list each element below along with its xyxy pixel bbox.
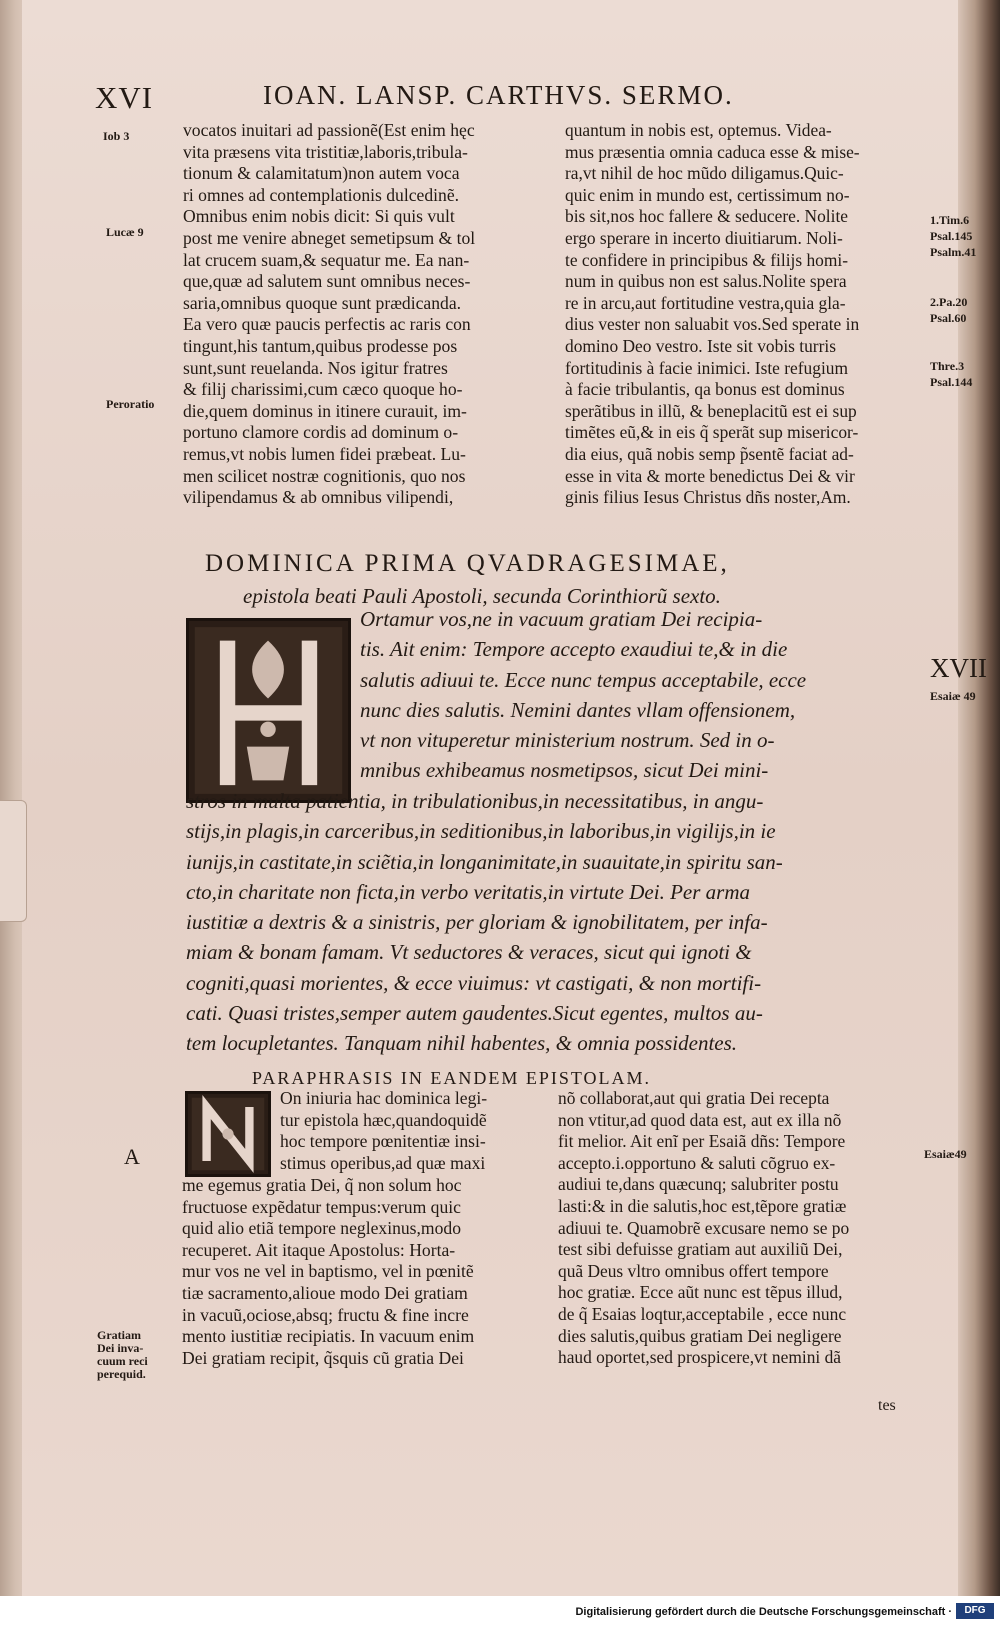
text-line: Ea vero quæ paucis perfectis ac raris con: [183, 314, 471, 335]
folio-number: XVII: [930, 653, 987, 683]
text-line: esse in vita & morte benedictus Dei & vir: [565, 465, 855, 486]
initial-n-ornament: [188, 1094, 268, 1174]
text-line: mnibus exhibeamus nosmetipsos, sicut Dei mini-: [360, 758, 769, 783]
text-line: tis. Ait enim: Tempore accepto exaudiui te,& in die: [360, 637, 788, 662]
dfg-logo: DFG: [956, 1603, 994, 1619]
text-line: vt non vituperetur ministerium nostrum. Sed in o-: [360, 728, 775, 753]
text-line: tingunt,his tantum,quibus prodesse pos: [183, 335, 458, 356]
digitization-footer: [0, 1596, 1000, 1626]
margin-note: Psal.144: [930, 375, 973, 389]
text-line: quic enim in mundo est, certissimum no-: [565, 184, 850, 205]
text-line: tionum & calamitatum)non autem voca: [183, 163, 460, 184]
running-title: IOAN. LANSP. CARTHVS. SERMO.: [263, 80, 734, 110]
text-line: salutis adiuui te. Ecce nunc tempus acceptabile, ecce: [360, 667, 807, 692]
paraphrase-title: PARAPHRASIS IN EANDEM EPISTOLAM.: [252, 1068, 652, 1088]
binding-shadow: [0, 0, 22, 1596]
bookmark-tab: [0, 800, 27, 922]
text-line: vilipendamus & ab omnibus vilipendi,: [183, 487, 454, 508]
text-line: timẽtes eũ,& in eis q̃ sperãt sup misericor-: [565, 422, 859, 443]
text-line: tur epistola hæc,quandoquidẽ: [280, 1109, 487, 1130]
margin-note: Iob 3: [103, 129, 130, 143]
epistle-indented: [360, 604, 806, 786]
catchword: tes: [878, 1397, 896, 1414]
text-line: nunc dies salutis. Nemini dantes vllam offensionem,: [360, 697, 796, 722]
margin-note: perequid.: [97, 1367, 146, 1381]
text-line: cati. Quasi tristes,semper autem gaudentes.Sicut egentes, multos au-: [186, 1001, 763, 1026]
text-line: tiæ sacramento,alioue modo Dei gratiam: [182, 1282, 468, 1303]
text-line: ra,vt nihil de hoc mũdo diligamus.Quic-: [565, 163, 844, 184]
margin-note: Psal.145: [930, 229, 973, 243]
margin-note: 2.Pa.20: [930, 295, 968, 309]
text-line: die,quem dominus in itinere curauit, im-: [183, 400, 467, 421]
margin-note: Psalm.41: [930, 245, 977, 259]
text-line: mur vos ne vel in baptismo, vel in pœnitẽ: [182, 1261, 474, 1282]
margin-note: Psal.60: [930, 311, 967, 325]
section-title: DOMINICA PRIMA QVADRAGESIMAE,: [205, 550, 730, 577]
paraphrase-left-indented: [280, 1088, 487, 1174]
epistle-body: [186, 786, 783, 1059]
initial-h-ornament: [189, 621, 348, 800]
text-line: lasti:& in die salutis,hoc est,tẽpore gratiæ: [558, 1195, 847, 1216]
text-line: mento iustitiæ recipiatis. In vacuum enim: [182, 1326, 475, 1347]
margin-note: Peroratio: [106, 397, 155, 411]
text-line: adiuui te. Quamobrẽ excusare nemo se po: [558, 1217, 850, 1238]
text-line: bis sit,nos hoc fallere & seducere. Nolite: [565, 206, 848, 227]
text-line: iustitiæ a dextris & a sinistris, per gloriam & ignobilitatem, per infa-: [186, 910, 768, 935]
text-line: dius vester non saluabit vos.Sed sperate in: [565, 314, 860, 335]
section-subtitle: epistola beati Pauli Apostoli, secunda Corinthiorũ sexto.: [243, 584, 721, 608]
text-line: dies salutis,quibus gratiam Dei negligere: [558, 1325, 842, 1346]
text-line: nõ collaborat,aut qui gratia Dei recepta: [558, 1088, 830, 1108]
text-line: haud oportet,sed prospicere,vt nemini dã: [558, 1347, 841, 1368]
text-line: à facie tribulantis, qa bonus est dominus: [565, 379, 845, 400]
text-line: de q̃ Esaias loqtur,acceptabile , ecce nunc: [558, 1303, 847, 1324]
text-line: vita præsens vita tristitiæ,laboris,tribula-: [183, 141, 468, 162]
text-line: Ortamur vos,ne in vacuum gratiam Dei recipia-: [360, 607, 763, 631]
text-line: cto,in charitate non ficta,in verbo veritatis,in virtute Dei. Per arma: [186, 879, 750, 904]
text-line: hoc tempore pœnitentiæ insi-: [280, 1131, 486, 1152]
text-line: men scilicet nostræ cognitionis, quo nos: [183, 465, 466, 486]
text-line: saria,omnibus quoque sunt prædicanda.: [183, 292, 462, 313]
text-line: remus,vt nobis lumen fidei præbeat. Lu-: [183, 443, 466, 464]
text-line: cogniti,quasi morientes, & ecce viuimus: vt castigati, & non mortifi-: [186, 970, 762, 995]
text-line: fructuose expẽdatur tempus:verum quic: [182, 1196, 461, 1217]
margin-note: cuum reci: [97, 1354, 148, 1368]
text-line: ergo sperare in incerto diuitiarum. Noli-: [565, 227, 843, 248]
paraphrase-right: [558, 1088, 849, 1369]
text-line: On iniuria hac dominica legi-: [280, 1088, 488, 1108]
text-line: mus præsentia omnia caduca esse & mise-: [565, 141, 860, 162]
text-line: domino Deo vestro. Iste sit vobis turris: [565, 335, 836, 356]
right-column: [565, 120, 925, 509]
margin-note: Lucæ 9: [106, 225, 144, 239]
margin-note: Esaiæ 49: [930, 689, 976, 703]
text-line: quã Deus vltro omnibus offert tempore: [558, 1260, 829, 1281]
text-line: num in quibus non est salus.Nolite spera: [565, 271, 847, 292]
margin-note: Thre.3: [930, 359, 965, 373]
text-line: post me venire abneget semetipsum & tol: [183, 227, 476, 248]
text-line: sunt,sunt reuelanda. Nos igitur fratres: [183, 357, 448, 378]
woodcut-initial-h: [186, 618, 351, 803]
text-line: quantum in nobis est, optemus. Videa-: [565, 120, 832, 140]
text-line: recuperet. Ait itaque Apostolus: Horta-: [182, 1239, 456, 1260]
paraphrase-left: [182, 1175, 474, 1369]
margin-note: Esaiæ49: [924, 1147, 967, 1161]
text-line: quid alio etiã tempore neglexinus,modo: [182, 1218, 461, 1239]
text-line: stimus operibus,ad quæ maxi: [280, 1152, 486, 1173]
text-line: stijs,in plagis,in carceribus,in seditionibus,in laboribus,in vigilijs,in ie: [186, 819, 776, 844]
section-letter: A: [124, 1144, 140, 1169]
text-line: accepto.i.opportuno & saluti cõgruo ex-: [558, 1152, 836, 1173]
margin-note: 1.Tim.6: [930, 213, 970, 227]
text-line: miam & bonam famam. Vt seductores & veraces, sicut qui ignoti &: [186, 940, 752, 965]
page-number: XVI: [95, 80, 154, 115]
running-header: [95, 80, 895, 122]
text-line: te confidere in principibus & filijs homi-: [565, 249, 849, 270]
text-line: re in arcu,aut fortitudine vestra,quia gla-: [565, 292, 846, 313]
text-line: test sibi defuisse gratiam aut auxiliũ Dei,: [558, 1239, 843, 1260]
text-line: vocatos inuitari ad passionẽ(Est enim hęc: [183, 120, 475, 140]
margin-note: Gratiam: [97, 1328, 141, 1342]
text-line: iunijs,in castitate,in sciẽtia,in longanimitate,in suauitate,in spiritu san-: [186, 849, 783, 874]
text-line: in vacuũ,ociose,absq; fructu & fine incre: [182, 1304, 469, 1325]
text-line: lat crucem suam,& sequatur me. Ea nan-: [183, 249, 470, 270]
text-line: Dei gratiam recipit, q̃squis cũ gratia Dei: [182, 1347, 464, 1368]
text-line: ginis filius Iesus Christus dñs noster,Am.: [565, 487, 851, 508]
text-line: portuno clamore cordis ad dominum o-: [183, 422, 459, 443]
text-line: me egemus gratia Dei, q̃ non solum hoc: [182, 1175, 462, 1195]
woodcut-initial-n: [185, 1091, 271, 1177]
text-line: dia eius, quã nobis semp p̃sentẽ faciat ad-: [565, 443, 854, 464]
text-line: fortitudinis à facie inimici. Iste refugium: [565, 357, 848, 378]
text-line: stros in multa patientia, in tribulationibus,in necessitatibus, in angu-: [186, 789, 764, 813]
text-line: que,quæ ad salutem sunt omnibus neces-: [183, 271, 471, 292]
text-line: fit melior. Ait enĩ per Esaiã dñs: Tempore: [558, 1131, 846, 1152]
left-column: [183, 120, 543, 509]
text-line: tem locupletantes. Tanquam nihil habentes, & omnia possidentes.: [186, 1031, 738, 1056]
text-line: Omnibus enim nobis dicit: Si quis vult: [183, 206, 455, 227]
text-line: sperãtibus in illũ, & beneplacitũ est ei sup: [565, 400, 857, 421]
footer-credit: Digitalisierung gefördert durch die Deutsche Forschungsgemeinschaft ·: [575, 1606, 952, 1618]
text-line: audiui te,dans quæcunq; salubriter postu: [558, 1174, 839, 1195]
text-line: & filij charissimi,cum cæco quoque ho-: [183, 379, 463, 400]
text-line: non vtitur,ad quod data est, aut ex illa nõ: [558, 1109, 842, 1130]
margin-note: Dei inva-: [97, 1341, 144, 1355]
text-line: ri omnes ad contemplationis dulcedinẽ.: [183, 184, 460, 205]
text-line: hoc gratiæ. Ecce aũt nunc est tẽpus illud,: [558, 1282, 843, 1303]
